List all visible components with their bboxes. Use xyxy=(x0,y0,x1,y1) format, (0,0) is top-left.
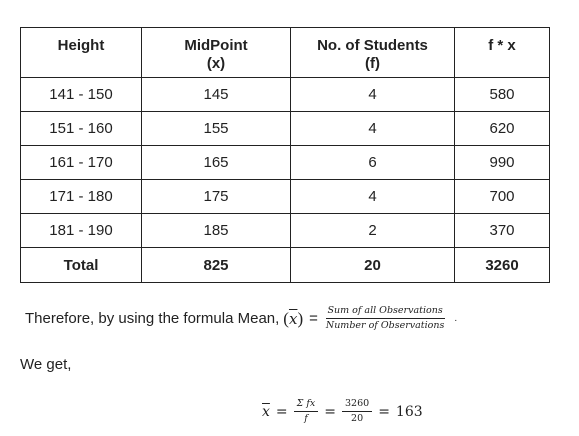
cell-students: 2 xyxy=(291,214,455,248)
cell-midpoint: 155 xyxy=(142,112,291,146)
we-get-text: We get, xyxy=(20,356,72,373)
cell-midpoint: 145 xyxy=(142,78,291,112)
value-fraction xyxy=(342,398,372,425)
final-result: 163 xyxy=(395,403,423,420)
formula-end: . xyxy=(454,313,458,324)
equals-sign: = xyxy=(275,403,288,420)
total-students: 20 xyxy=(291,248,455,283)
cell-students: 4 xyxy=(291,180,455,214)
table-row xyxy=(21,78,550,112)
cell-height: 141 - 150 xyxy=(21,78,142,112)
cell-fx: 620 xyxy=(455,112,550,146)
formula-denominator: Number of Observations xyxy=(325,320,445,331)
equals-sign: = xyxy=(324,403,336,420)
mean-symbol: $(\overline{x})$ xyxy=(283,308,304,328)
header-height: Height xyxy=(21,28,142,78)
final-lhs: $\overline{x}$ xyxy=(262,403,270,420)
frequency-table xyxy=(20,27,550,283)
equals-sign: = xyxy=(309,310,318,327)
cell-height: 151 - 160 xyxy=(21,112,142,146)
total-fx: 3260 xyxy=(455,248,550,283)
formula-sentence xyxy=(25,305,457,332)
table-row xyxy=(21,146,550,180)
cell-midpoint: 165 xyxy=(142,146,291,180)
cell-students: 4 xyxy=(291,78,455,112)
cell-fx: 370 xyxy=(455,214,550,248)
total-label: Total xyxy=(21,248,142,283)
formula-numerator: Sum of all Observations xyxy=(326,305,445,319)
therefore-text: Therefore, by using the formula Mean, xyxy=(25,310,280,327)
table-header-row xyxy=(21,28,550,78)
sum-fraction xyxy=(294,398,319,425)
header-fx: f * x xyxy=(455,28,550,78)
table-row xyxy=(21,180,550,214)
equals-sign: = xyxy=(378,403,390,420)
table-total-row xyxy=(21,248,550,283)
sum-denominator: f xyxy=(304,413,308,424)
cell-height: 161 - 170 xyxy=(21,146,142,180)
sum-numerator: Σ fx xyxy=(294,398,319,412)
value-denominator: 20 xyxy=(351,413,364,424)
cell-students: 6 xyxy=(291,146,455,180)
mean-formula-fraction xyxy=(324,305,446,332)
cell-height: 171 - 180 xyxy=(21,180,142,214)
table-row xyxy=(21,214,550,248)
value-numerator: 3260 xyxy=(342,398,372,412)
cell-fx: 580 xyxy=(455,78,550,112)
final-equation xyxy=(262,398,423,425)
cell-midpoint: 175 xyxy=(142,180,291,214)
table-row xyxy=(21,112,550,146)
header-students: No. of Students (f) xyxy=(291,28,455,78)
cell-fx: 700 xyxy=(455,180,550,214)
cell-students: 4 xyxy=(291,112,455,146)
cell-fx: 990 xyxy=(455,146,550,180)
total-midpoint: 825 xyxy=(142,248,291,283)
header-midpoint: MidPoint (x) xyxy=(142,28,291,78)
cell-midpoint: 185 xyxy=(142,214,291,248)
cell-height: 181 - 190 xyxy=(21,214,142,248)
